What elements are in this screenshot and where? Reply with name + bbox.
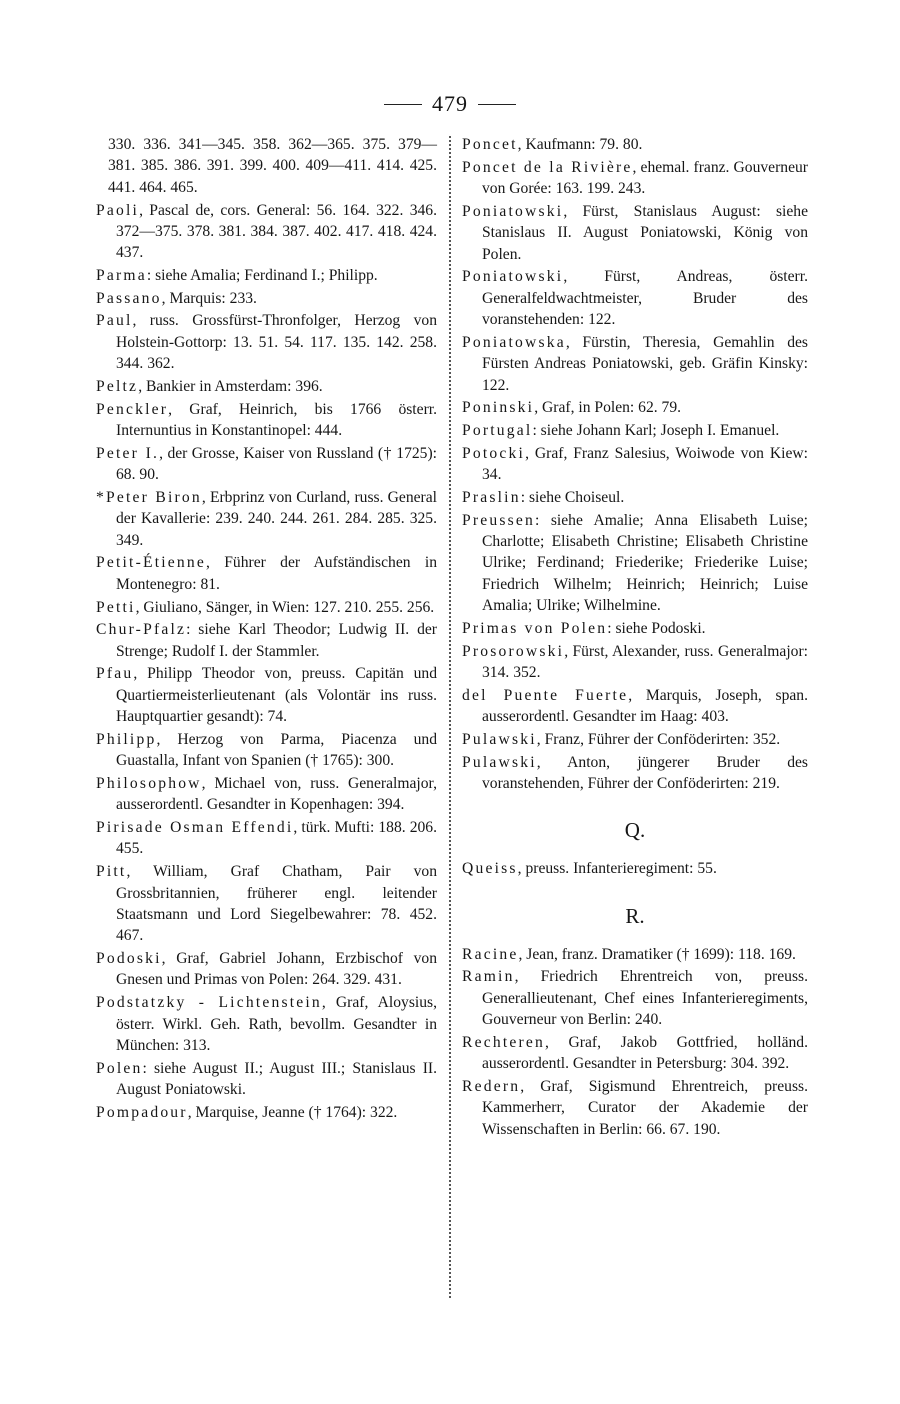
entry-text: , Giuliano, Sänger, in Wien: 127. 210. 255. 256. <box>135 598 435 616</box>
entry-text: , Bankier in Amsterdam: 396. <box>138 377 323 395</box>
entry-text: , Graf, Sigismund Ehrentreich, preuss. Kammerherr, Curator der Akademie der Wissenschaften in Berlin: 66. 67. 190. <box>482 1078 808 1138</box>
index-entry <box>462 685 808 728</box>
entry-text: , Graf, Heinrich, bis 1766 österr. Internuntius in Konstantinopel: 444. <box>116 400 437 440</box>
entry-text: , Graf, Aloysius, österr. Wirkl. Geh. Rath, bevollm. Gesandter in München: 313. <box>116 994 437 1054</box>
entry-headword: Paul <box>96 312 133 330</box>
entry-text: , Graf, in Polen: 62. 79. <box>534 399 682 417</box>
index-entry <box>462 729 808 750</box>
index-entry <box>96 1102 437 1123</box>
entry-headword: Petti <box>96 598 136 616</box>
entry-text: , William, Graf Chatham, Pair von Grossbritannien, früherer engl. leitender Staatsmann und Lord Siegelbewahrer: 78. 452. 467. <box>116 863 437 945</box>
index-entry <box>96 376 437 397</box>
entry-headword: Portugal <box>462 422 533 440</box>
entry-text: , Fürst, Stanislaus August: siehe Stanislaus II. August Poniatowski, König von Polen. <box>482 202 808 263</box>
index-entry <box>462 266 808 330</box>
index-entry <box>462 157 808 200</box>
index-entry <box>96 861 437 947</box>
entry-text: : siehe Podoski. <box>607 619 706 637</box>
entry-headword: Polen <box>96 1059 143 1077</box>
entry-headword: Pulawski <box>462 753 537 771</box>
entry-headword: Peltz <box>96 377 139 395</box>
index-entry <box>462 752 808 795</box>
entry-text: , Erbprinz von Curland, russ. General der Kavallerie: 239. 240. 244. 261. 284. 285. 325. 349. <box>116 488 437 549</box>
entry-headword: Petit-Étienne <box>96 554 207 572</box>
index-entry <box>96 663 437 727</box>
entry-headword: Prosorowski <box>462 642 565 660</box>
index-entry <box>96 200 437 264</box>
index-entry <box>462 397 808 418</box>
entry-text: , Kaufmann: 79. 80. <box>517 136 643 153</box>
index-entry <box>96 487 437 551</box>
entry-headword: del Puente Fuerte <box>462 686 629 704</box>
entry-headword: Poncet <box>462 136 518 153</box>
entry-text: , Herzog von Parma, Piacenza und Guastalla, Infant von Spanien († 1765): 300. <box>116 730 437 770</box>
entry-headword: *Peter Biron <box>96 488 202 506</box>
entry-headword: Pirisade Osman Effendi <box>96 819 294 837</box>
entry-text: , Fürst, Andreas, österr. Generalfeldwachtmeister, Bruder des voranstehenden: 122. <box>482 268 808 329</box>
entry-headword: Paoli <box>96 201 140 219</box>
page-header <box>0 88 900 120</box>
entry-headword: Pfau <box>96 665 134 683</box>
index-entry <box>462 510 808 617</box>
entry-text: , Anton, jüngerer Bruder des voranstehenden, Führer der Conföderirten: 219. <box>482 753 808 792</box>
index-entry <box>462 966 808 1030</box>
entry-headword: Queiss <box>462 860 518 878</box>
header-rule-right <box>478 104 516 105</box>
entry-headword: Poniatowski <box>462 202 564 220</box>
entry-headword: Potocki <box>462 444 526 462</box>
index-entry <box>96 619 437 662</box>
entry-text: , Graf, Gabriel Johann, Erzbischof von Gnesen und Primas von Polen: 264. 329. 431. <box>116 950 437 989</box>
entry-headword: Pulawski <box>462 730 537 748</box>
index-entry <box>462 420 808 441</box>
entry-text: , Friedrich Ehrentreich von, preuss. Generallieutenant, Chef eines Infanterieregiments, Gouverneur von Berlin: 240. <box>482 968 808 1029</box>
index-entry <box>96 443 437 486</box>
index-entry <box>96 597 437 618</box>
column-divider <box>449 136 451 1298</box>
index-entry <box>462 641 808 684</box>
index-entry <box>462 858 808 879</box>
entry-text: , ehemal. franz. Gouverneur von Gorée: 163. 199. 243. <box>482 158 808 198</box>
section-letter-r: R. <box>625 903 645 928</box>
right-column <box>462 134 808 1142</box>
index-entry <box>96 552 437 595</box>
entry-headword: Passano <box>96 289 162 307</box>
index-entry <box>462 443 808 486</box>
entry-text: 330. 336. 341—345. 358. 362—365. 375. 379—381. 385. 386. 391. 399. 400. 409—411. 414. 425. 441. 464. 465. <box>108 136 437 196</box>
entry-text: : siehe Johann Karl; Joseph I. Emanuel. <box>532 422 780 440</box>
entry-headword: Poninski <box>462 399 535 417</box>
entry-headword: Pitt <box>96 863 127 881</box>
entry-text: : siehe Choiseul. <box>520 488 625 506</box>
index-entry <box>96 1058 437 1101</box>
index-entry <box>462 134 808 155</box>
entry-text: , Marquis: 233. <box>161 289 257 307</box>
entry-text: , Führer der Aufständischen in Montenegro: 81. <box>116 554 437 593</box>
entry-text: , Marquis, Joseph, span. ausserordentl. Gesandter im Haag: 403. <box>482 686 809 726</box>
entry-text: , Philipp Theodor von, preuss. Capitän und Quartiermeisterlieutenant (als Volontär ins russ. Hauptquartier gesandt): 74. <box>116 665 437 726</box>
index-entry <box>96 310 437 374</box>
entry-headword: Philosophow <box>96 774 202 792</box>
entry-headword: Ramin <box>462 968 515 986</box>
index-entry <box>462 1076 808 1140</box>
index-entry <box>462 332 808 396</box>
index-entry <box>96 134 437 198</box>
index-entry <box>96 817 437 860</box>
entry-headword: Podstatzky - Lichtenstein <box>96 994 322 1012</box>
index-entry <box>462 201 808 265</box>
page-number: 479 <box>432 91 468 116</box>
entry-headword: Preussen <box>462 511 536 529</box>
entry-text: , Jean, franz. Dramatiker († 1699): 118. 169. <box>518 945 796 963</box>
section-letter-q: Q. <box>624 818 646 843</box>
entry-headword: Praslin <box>462 488 521 506</box>
entry-text: , Marquise, Jeanne († 1764): 322. <box>187 1103 398 1121</box>
entry-text: : siehe August II.; August III.; Stanislaus II. August Poniatowski. <box>116 1059 437 1099</box>
entry-text: , preuss. Infanterieregiment: 55. <box>517 860 717 878</box>
index-entry <box>96 288 437 309</box>
entry-headword: Pompadour <box>96 1103 188 1121</box>
entry-headword: Poniatowska <box>462 333 566 351</box>
entry-text: : siehe Karl Theodor; Ludwig II. der Strenge; Rudolf I. der Stammler. <box>116 621 437 660</box>
entry-text: : siehe Amalia; Ferdinand I.; Philipp. <box>146 267 378 285</box>
index-entry <box>462 487 808 508</box>
entry-text: , Fürst, Alexander, russ. Generalmajor: 314. 352. <box>482 642 808 682</box>
entry-headword: Chur-Pfalz <box>96 621 187 639</box>
entry-text: : siehe Amalie; Anna Elisabeth Luise; Charlotte; Elisabeth Christine; Elisabeth Christine Ulrike; Ferdinand; Friederike; Friederike Luise; Friedrich Wilhelm; Heinrich; Heinrich; Luise Amalia; Ulrike; Wilhelmine. <box>482 511 808 615</box>
left-column <box>96 134 437 1125</box>
index-entry <box>96 265 437 286</box>
index-entry <box>96 729 437 772</box>
index-entry <box>96 399 437 442</box>
entry-text: , der Grosse, Kaiser von Russland († 1725): 68. 90. <box>116 444 437 484</box>
entry-headword: Philipp <box>96 730 157 748</box>
index-entry <box>96 992 437 1056</box>
entry-text: , Michael von, russ. Generalmajor, ausserordentl. Gesandter in Kopenhagen: 394. <box>116 774 437 814</box>
entry-text: , türk. Mufti: 188. 206. 455. <box>116 819 437 858</box>
entry-text: , russ. Grossfürst-Thronfolger, Herzog von Holstein-Gottorp: 13. 51. 54. 117. 135. 142. 258. 344. 362. <box>116 312 437 373</box>
entry-headword: Parma <box>96 267 147 285</box>
header-rule-left <box>384 104 422 105</box>
index-entry <box>462 944 808 965</box>
entry-headword: Peter I. <box>96 444 160 462</box>
entry-headword: Redern <box>462 1078 521 1096</box>
entry-text: , Fürstin, Theresia, Gemahlin des Fürsten Andreas Poniatowski, geb. Gräfin Kinsky: 122. <box>482 333 808 394</box>
entry-headword: Primas von Polen <box>462 619 608 637</box>
index-entry <box>462 1032 808 1075</box>
entry-text: , Graf, Franz Salesius, Woiwode von Kiew: 34. <box>482 444 808 484</box>
entry-headword: Racine <box>462 945 519 963</box>
entry-headword: Poniatowski <box>462 268 564 286</box>
index-entry <box>96 773 437 816</box>
entry-text: , Franz, Führer der Conföderirten: 352. <box>536 730 781 748</box>
entry-headword: Poncet de la Rivière <box>462 158 633 176</box>
entry-headword: Penckler <box>96 400 169 418</box>
entry-headword: Rechteren <box>462 1033 546 1051</box>
index-entry <box>96 948 437 991</box>
entry-text: , Pascal de, cors. General: 56. 164. 322. 346. 372—375. 378. 381. 384. 387. 402. 417. 418. 424. 437. <box>116 201 437 262</box>
index-entry <box>462 618 808 639</box>
entry-text: , Graf, Jakob Gottfried, holländ. ausserordentl. Gesandter in Petersburg: 304. 392. <box>482 1033 808 1073</box>
entry-headword: Podoski <box>96 950 162 968</box>
